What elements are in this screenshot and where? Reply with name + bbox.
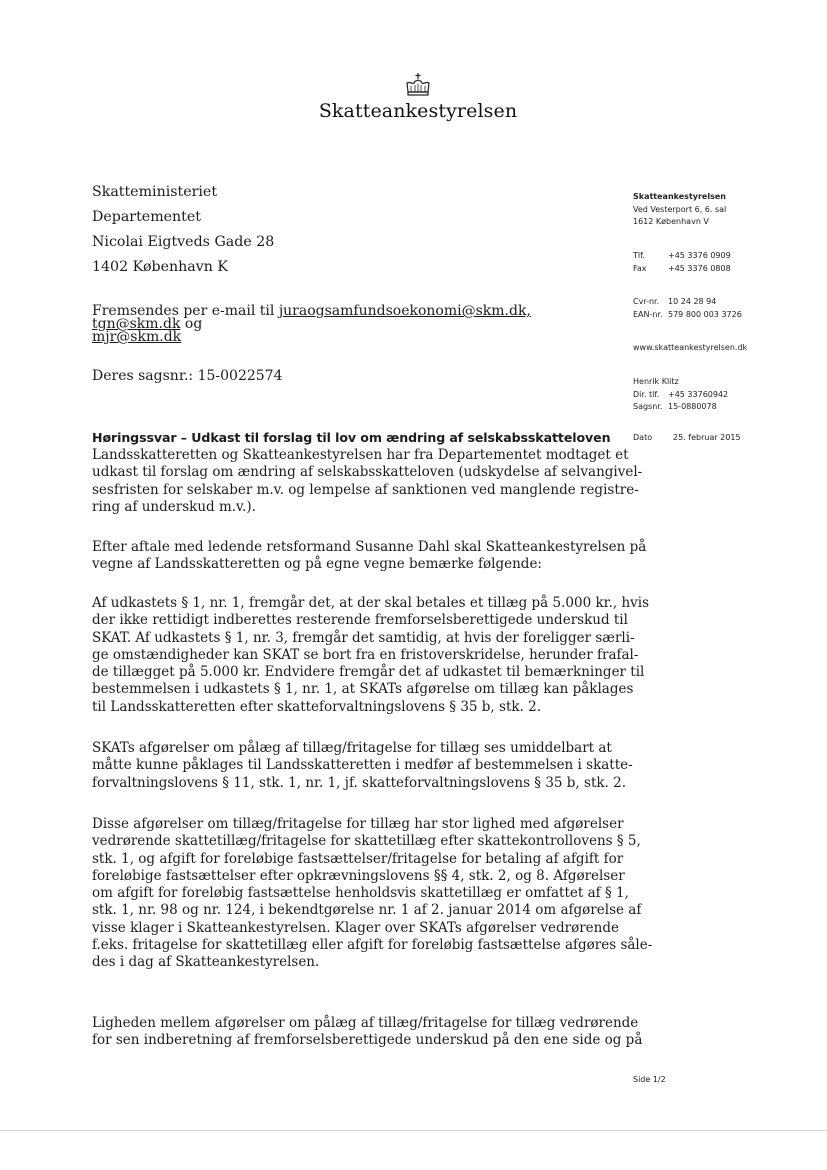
text-line: ge omstændigheder kan SKAT se bort fra en fristoverskridelse, herunder frafal- [92, 646, 639, 663]
text-line: udkast til forslag om ændring af selskabsskatteloven (udskydelse af selvangivel- [92, 464, 643, 481]
text-line: ring af underskud m.v.). [92, 498, 256, 515]
text-line: des i dag af Skatteankestyrelsen. [92, 954, 320, 971]
tlf-label: Tlf. [633, 251, 645, 260]
dir-label: Dir. tlf. [633, 389, 660, 399]
sender-registration [633, 296, 742, 321]
fax-value: +45 3376 0808 [668, 263, 731, 273]
cvr-value: 10 24 28 94 [668, 297, 717, 306]
paragraph [92, 740, 633, 792]
sender-contact [633, 376, 728, 414]
letterhead-logo [313, 72, 523, 122]
contact-name: Henrik Klitz [633, 377, 679, 386]
text-line: SKATs afgørelser om pålæg af tillæg/fritagelse for tillæg ses umiddelbart at [92, 740, 612, 756]
tlf-value: +45 3376 0909 [668, 251, 731, 260]
text-line: Af udkastets § 1, nr. 1, fremgår det, at der skal betales et tillæg på 5.000 kr., hvis [92, 595, 650, 611]
recipient-line: Nicolai Eigtveds Gade 28 [92, 234, 275, 250]
text-line: sesfristen for selskaber m.v. og lempelse af sanktionen ved manglende registre- [92, 481, 639, 498]
org-name: Skatteankestyrelsen [318, 100, 518, 122]
text-line: om afgift for foreløbig fastsættelse henholdsvis skattetillæg er omfattet af § 1, [92, 885, 629, 902]
sender-phone [633, 250, 731, 275]
text-line: der ikke rettidigt indberettes resterende fremforselsberettigede underskud til [92, 612, 628, 629]
email-link-1[interactable]: juraogsamfundsoekonomi@skm.dk, [278, 303, 531, 319]
dir-value: +45 33760942 [668, 389, 729, 399]
text-line: Landsskatteretten og Skatteankestyrelsen har fra Departementet modtaget et [92, 447, 629, 463]
email-note [92, 305, 602, 344]
divider [0, 1130, 827, 1131]
sidebar-address: 1612 København V [633, 217, 709, 226]
text-line: foreløbige fastsættelser efter opkrævningslovens §§ 4, stk. 2, og 8. Afgørelser [92, 867, 625, 884]
crown-icon [405, 72, 431, 98]
case-reference: Deres sagsnr.: 15-0022574 [92, 368, 283, 384]
text-line: måtte kunne påklages til Landsskatteretten i medfør af bestemmelsen i skatte- [92, 757, 633, 774]
paragraph [92, 595, 650, 716]
text-line: Disse afgørelser om tillæg/fritagelse for tillæg har stor lighed med afgørelser [92, 816, 624, 832]
ean-label: EAN-nr. [633, 309, 663, 319]
text-line: stk. 1, og afgift for foreløbige fastsættelser/fritagelse for betaling af afgift for [92, 850, 624, 867]
recipient-line: 1402 København K [92, 259, 228, 275]
fax-label: Fax [633, 263, 647, 273]
text-line: de tillægget på 5.000 kr. Endvidere fremgår det af udkastet til bemærkninger til [92, 664, 645, 681]
text-line: vegne af Landsskatteretten og på egne vegne bemærke følgende: [92, 556, 542, 573]
text-line: vedrørende skattetillæg/fritagelse for skattetillæg efter skattekontrollovens § 5, [92, 833, 641, 850]
email-link-3[interactable]: mjr@skm.dk [92, 329, 182, 345]
paragraph [92, 539, 647, 574]
text-line: for sen indberetning af fremforselsberettigede underskud på den ene side og på [92, 1032, 643, 1049]
email-link-2[interactable]: tgn@skm.dk [92, 316, 181, 332]
text-line: SKAT. Af udkastets § 1, nr. 3, fremgår det samtidig, at hvis der foreligger særli- [92, 629, 635, 646]
ean-value: 579 800 003 3726 [668, 309, 742, 319]
sender-web [633, 342, 747, 355]
sidebar-address: Ved Vesterport 6, 6. sal [633, 204, 727, 214]
date-label: Dato [633, 433, 653, 442]
recipient-line: Departementet [92, 209, 201, 225]
text-line: bestemmelsen i udkastets § 1, nr. 1, at SKATs afgørelse om tillæg kan påklages [92, 681, 634, 698]
paragraph [92, 816, 653, 972]
text-line: Ligheden mellem afgørelser om pålæg af tillæg/fritagelse for tillæg vedrørende [92, 1015, 639, 1031]
sag-value: 15-0880078 [668, 402, 717, 411]
cvr-label: Cvr-nr. [633, 297, 660, 306]
page-number: Side 1/2 [633, 1075, 666, 1084]
paragraph [92, 447, 643, 516]
sag-label: Sagsnr. [633, 402, 663, 411]
email-prefix: Fremsendes per e-mail til [92, 303, 279, 319]
sender-sidebar [633, 191, 726, 229]
recipient-address [92, 180, 274, 280]
date-value: 25. februar 2015 [673, 433, 741, 442]
text-line: Efter aftale med ledende retsformand Susanne Dahl skal Skatteankestyrelsen på [92, 539, 647, 555]
recipient-line: Skatteministeriet [92, 184, 218, 200]
sidebar-org: Skatteankestyrelsen [633, 192, 726, 201]
website-link[interactable]: www.skatteankestyrelsen.dk [633, 343, 748, 352]
text-line: visse klager i Skatteankestyrelsen. Klager over SKATs afgørelser vedrørende [92, 919, 619, 936]
email-conjunction: og [180, 316, 203, 332]
letter-date [633, 432, 741, 445]
text-line: forvaltningslovens § 11, stk. 1, nr. 1, jf. skatteforvaltningslovens § 35 b, stk. 2. [92, 774, 627, 791]
paragraph [92, 1015, 643, 1050]
text-line: stk. 1, nr. 98 og nr. 124, i bekendtgørelse nr. 1 af 2. januar 2014 om afgørelse af [92, 902, 642, 919]
text-line: f.eks. fritagelse for skattetillæg eller afgift for foreløbig fastsættelse afgøres såle- [92, 937, 653, 954]
letter-title: Høringssvar – Udkast til forslag til lov om ændring af selskabsskatteloven [92, 430, 611, 445]
text-line: til Landsskatteretten efter skatteforvaltningslovens § 35 b, stk. 2. [92, 698, 542, 715]
